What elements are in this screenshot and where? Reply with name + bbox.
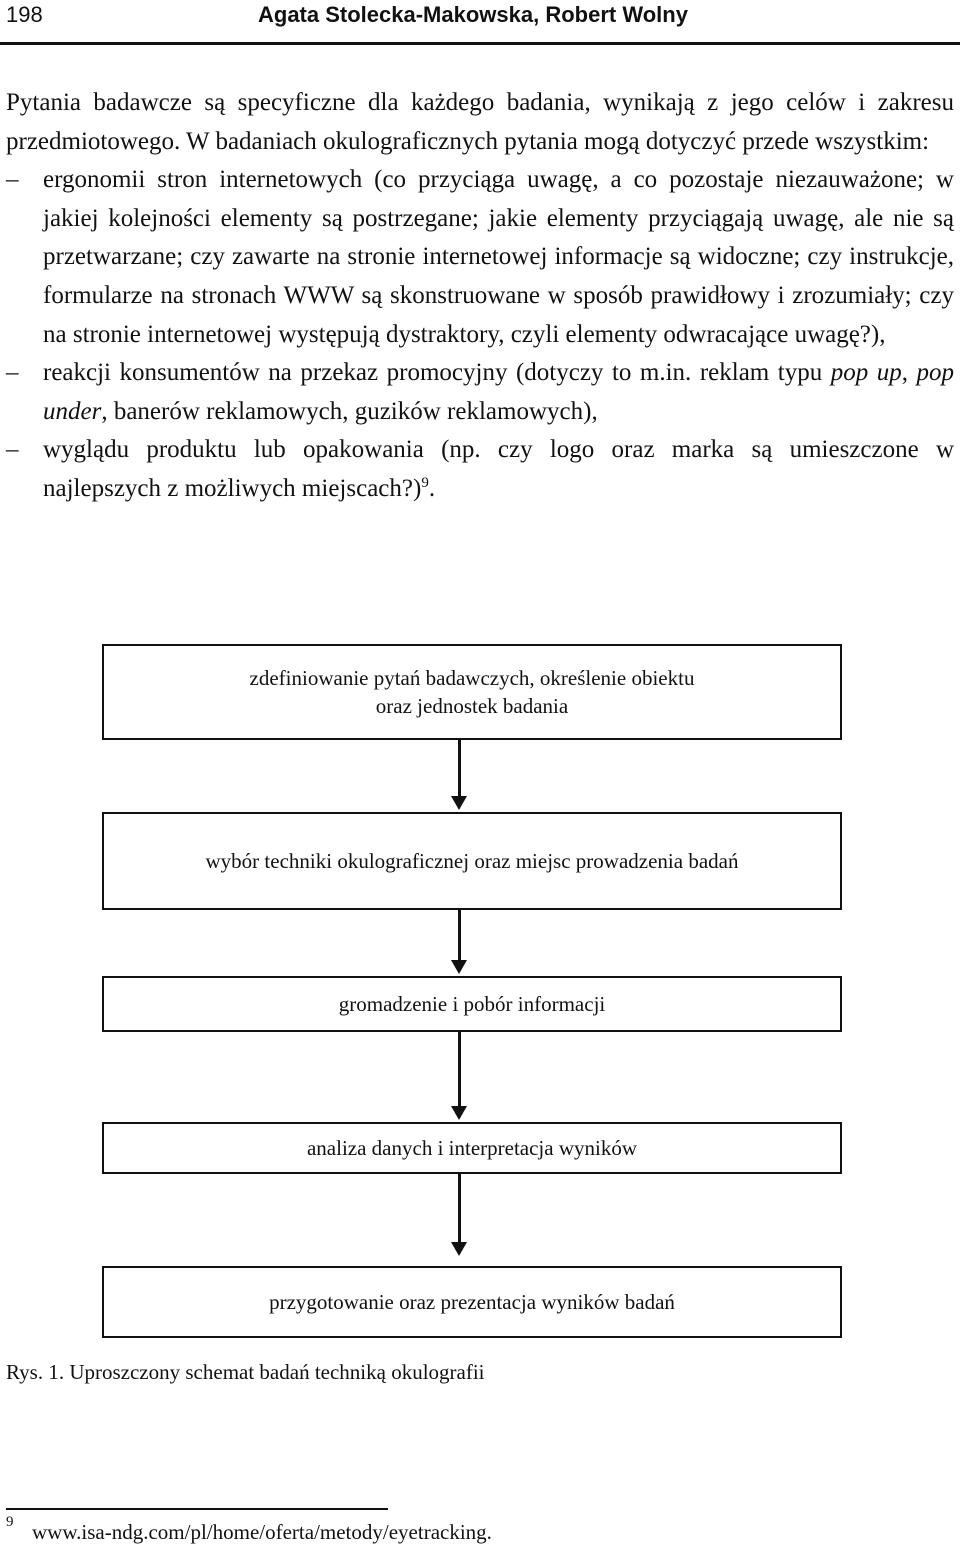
flow-step-technique-selection [102,812,842,910]
list-dash: – [6,166,19,194]
footnote-rule [6,1508,388,1510]
flow-step-line: zdefiniowanie pytań badawczych, określenie obiektu [249,666,695,690]
list-item-text: , banerów reklamowych, guzików reklamowych), [101,397,598,425]
flow-step-data-analysis [102,1122,842,1174]
body-text [6,84,954,509]
list-item-text: , [901,359,917,387]
flow-arrow-line [458,910,461,962]
footnote-ref: 9 [421,474,429,491]
list-item-ergonomics [6,161,954,354]
flow-step-line: analiza danych i interpretacja wyników [306,1136,638,1160]
flow-step-line: przygotowanie oraz prezentacja wyników badań [269,1290,675,1314]
page-header [0,0,960,40]
list-item-product-appearance [6,431,954,508]
list-item-text: reakcji konsumentów na przekaz promocyjny (dotyczy to m.in. reklam typu [43,359,831,387]
list-item-text: ergonomii stron internetowych (co przyciąga uwagę, a co pozostaje niezauważone; w jakiej kolejności elementy są postrzegane; jakie elementy przyciągają uwagę, ale nie są przetwarzane; czy zawarte na stronie internetowej informacje są widoczne; czy instrukcje, formularze na stronach WWW są skonstruowane w sposób prawidłowy i zrozumiały; czy na stronie internetowej występują dystraktory, czyli elementy odwracające uwagę?), [43,166,954,348]
list-item-consumer-reactions [6,354,954,431]
list-dash: – [6,436,19,464]
flow-arrow-head [451,1106,467,1120]
italic-term: pop under [43,359,954,425]
flow-arrow-line [458,740,461,798]
flow-step-line: oraz jednostek badania [375,694,569,718]
footnote-mark: 9 [6,1514,14,1530]
flow-step-presentation [102,1266,842,1338]
flow-step-line: gromadzenie i pobór informacji [338,992,606,1016]
figure-caption: Rys. 1. Uproszczony schemat badań techniką okulografii [6,1360,485,1384]
flow-arrow-head [451,796,467,810]
flow-arrow-head [451,1242,467,1256]
page-number: 198 [6,2,43,27]
flow-arrow-line [458,1032,461,1108]
footnote-url: www.isa-ndg.com/pl/home/oferta/metody/eyetracking. [32,1520,492,1544]
list-dash: – [6,359,19,387]
flow-step-define-questions [102,644,842,740]
flow-arrow-line [458,1174,461,1244]
running-head-authors: Agata Stolecka-Makowska, Robert Wolny [258,2,688,27]
flow-arrow-head [451,960,467,974]
intro-paragraph: Pytania badawcze są specyficzne dla każdego badania, wynikają z jego celów i zakresu przedmiotowego. W badaniach okulograficznych pytania mogą dotyczyć przede wszystkim: [6,89,954,155]
list-item-text: wyglądu produktu lub opakowania (np. czy logo oraz marka są umieszczone w najlepszych z możliwych miejscach?) [43,436,954,502]
header-rule [0,42,960,45]
italic-term: pop up [830,359,902,387]
flow-step-line: wybór techniki okulograficznej oraz miejsc prowadzenia badań [205,849,739,873]
list-item-end: . [428,474,436,502]
flow-step-data-collection [102,976,842,1032]
